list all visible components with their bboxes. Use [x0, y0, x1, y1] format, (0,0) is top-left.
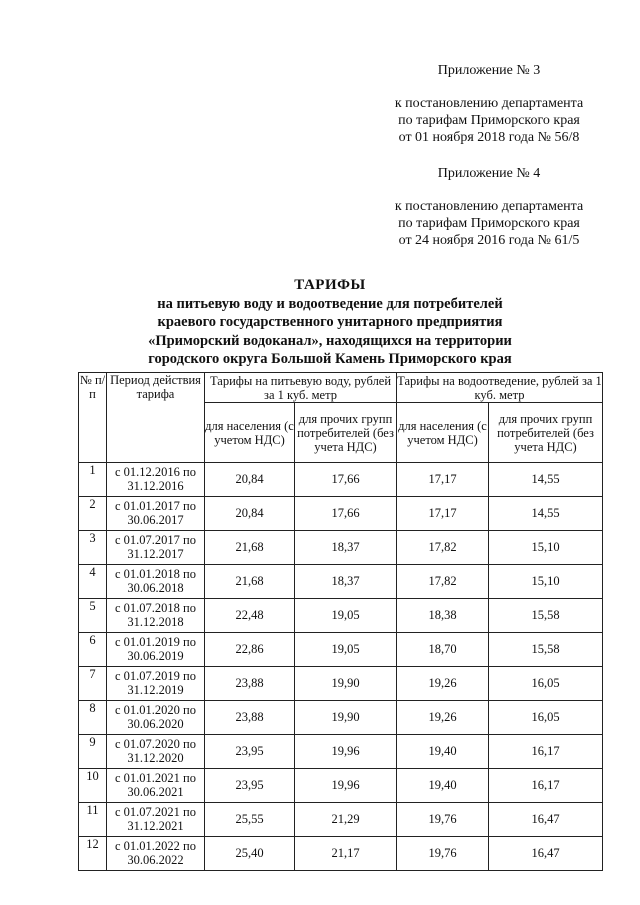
row-number: 5 [79, 599, 107, 633]
water-other-value: 19,05 [295, 633, 397, 667]
sewage-population-value: 19,40 [397, 769, 489, 803]
water-other-value: 18,37 [295, 531, 397, 565]
water-other-value: 17,66 [295, 497, 397, 531]
row-number: 1 [79, 463, 107, 497]
sewage-population-value: 17,17 [397, 497, 489, 531]
water-other-value: 18,37 [295, 565, 397, 599]
water-other-value: 21,29 [295, 803, 397, 837]
table-row [79, 463, 603, 497]
water-population-value: 23,95 [205, 735, 295, 769]
row-number: 12 [79, 837, 107, 871]
table-row [79, 769, 603, 803]
sewage-population-value: 19,26 [397, 667, 489, 701]
water-other-value: 19,90 [295, 701, 397, 735]
document-heading [60, 276, 600, 369]
sewage-population-value: 19,76 [397, 837, 489, 871]
water-population-value: 21,68 [205, 565, 295, 599]
row-period: с 01.01.2019 по 30.06.2019 [107, 633, 205, 667]
tariffs-table-body [79, 463, 603, 871]
row-number: 2 [79, 497, 107, 531]
appendix-4-block [380, 165, 598, 249]
water-population-value: 25,55 [205, 803, 295, 837]
appendix-3-title: Приложение № 3 [437, 63, 541, 78]
water-population-value: 23,95 [205, 769, 295, 803]
header-sewage-other: для прочих групп потребителей (без учета НДС) [489, 403, 603, 463]
sewage-other-value: 15,58 [489, 599, 603, 633]
sewage-population-value: 18,70 [397, 633, 489, 667]
water-other-value: 19,96 [295, 735, 397, 769]
row-number: 10 [79, 769, 107, 803]
water-other-value: 21,17 [295, 837, 397, 871]
appendix-3-line-3: от 01 ноября 2018 года № 56/8 [398, 130, 580, 145]
table-row [79, 497, 603, 531]
water-population-value: 23,88 [205, 701, 295, 735]
table-row [79, 701, 603, 735]
appendix-4-title: Приложение № 4 [437, 166, 541, 181]
row-number: 11 [79, 803, 107, 837]
appendix-3-block [380, 62, 598, 146]
sewage-population-value: 17,82 [397, 531, 489, 565]
sewage-population-value: 17,17 [397, 463, 489, 497]
appendix-4-line-3: от 24 ноября 2016 года № 61/5 [398, 233, 580, 248]
row-period: с 01.01.2018 по 30.06.2018 [107, 565, 205, 599]
water-other-value: 19,96 [295, 769, 397, 803]
sewage-other-value: 16,17 [489, 769, 603, 803]
sewage-other-value: 14,55 [489, 463, 603, 497]
heading-line-3: «Приморский водоканал», находящихся на территории [148, 332, 512, 349]
row-number: 8 [79, 701, 107, 735]
header-period: Период действия тарифа [107, 373, 205, 463]
appendix-3-line-1: к постановлению департамента [394, 96, 584, 111]
heading-line-4: городского округа Большой Камень Приморского края [148, 351, 512, 367]
sewage-other-value: 15,10 [489, 531, 603, 565]
row-period: с 01.01.2017 по 30.06.2017 [107, 497, 205, 531]
sewage-other-value: 16,47 [489, 803, 603, 837]
table-row [79, 633, 603, 667]
sewage-other-value: 16,05 [489, 701, 603, 735]
appendix-4-line-2: по тарифам Приморского края [398, 216, 580, 231]
water-population-value: 22,86 [205, 633, 295, 667]
row-period: с 01.01.2022 по 30.06.2022 [107, 837, 205, 871]
appendix-4-line-1: к постановлению департамента [394, 199, 584, 214]
row-period: с 01.07.2017 по 31.12.2017 [107, 531, 205, 565]
sewage-population-value: 19,26 [397, 701, 489, 735]
row-number: 4 [79, 565, 107, 599]
water-population-value: 21,68 [205, 531, 295, 565]
water-other-value: 19,05 [295, 599, 397, 633]
row-number: 3 [79, 531, 107, 565]
header-number: № п/п [79, 373, 107, 463]
table-row [79, 565, 603, 599]
header-water-other: для прочих групп потребителей (без учета НДС) [295, 403, 397, 463]
row-period: с 01.12.2016 по 31.12.2016 [107, 463, 205, 497]
sewage-population-value: 19,76 [397, 803, 489, 837]
header-water-tariffs: Тарифы на питьевую воду, рублей за 1 куб. метр [205, 373, 397, 403]
sewage-population-value: 18,38 [397, 599, 489, 633]
table-row [79, 667, 603, 701]
row-number: 6 [79, 633, 107, 667]
table-row [79, 531, 603, 565]
table-row [79, 803, 603, 837]
row-period: с 01.01.2020 по 30.06.2020 [107, 701, 205, 735]
water-population-value: 25,40 [205, 837, 295, 871]
header-sewage-population: для населения (с учетом НДС) [397, 403, 489, 463]
heading-line-1: на питьевую воду и водоотведение для потребителей [157, 295, 503, 312]
row-period: с 01.07.2020 по 31.12.2020 [107, 735, 205, 769]
sewage-other-value: 16,17 [489, 735, 603, 769]
row-period: с 01.01.2021 по 30.06.2021 [107, 769, 205, 803]
row-period: с 01.07.2018 по 31.12.2018 [107, 599, 205, 633]
header-sewage-tariffs: Тарифы на водоотведение, рублей за 1 куб. метр [397, 373, 602, 402]
heading-line-2: краевого государственного унитарного предприятия [157, 314, 503, 330]
table-row [79, 599, 603, 633]
sewage-other-value: 15,10 [489, 565, 603, 599]
table-row [79, 735, 603, 769]
row-number: 9 [79, 735, 107, 769]
sewage-population-value: 17,82 [397, 565, 489, 599]
sewage-other-value: 15,58 [489, 633, 603, 667]
sewage-other-value: 14,55 [489, 497, 603, 531]
water-other-value: 19,90 [295, 667, 397, 701]
row-period: с 01.07.2019 по 31.12.2019 [107, 667, 205, 701]
water-population-value: 22,48 [205, 599, 295, 633]
table-row [79, 837, 603, 871]
row-number: 7 [79, 667, 107, 701]
document-title: ТАРИФЫ [294, 277, 366, 293]
header-water-population: для населения (с учетом НДС) [205, 403, 295, 463]
sewage-other-value: 16,05 [489, 667, 603, 701]
row-period: с 01.07.2021 по 31.12.2021 [107, 803, 205, 837]
water-population-value: 20,84 [205, 463, 295, 497]
water-population-value: 23,88 [205, 667, 295, 701]
appendix-3-line-2: по тарифам Приморского края [398, 113, 580, 128]
sewage-population-value: 19,40 [397, 735, 489, 769]
water-other-value: 17,66 [295, 463, 397, 497]
water-population-value: 20,84 [205, 497, 295, 531]
sewage-other-value: 16,47 [489, 837, 603, 871]
tariffs-table [78, 372, 603, 871]
